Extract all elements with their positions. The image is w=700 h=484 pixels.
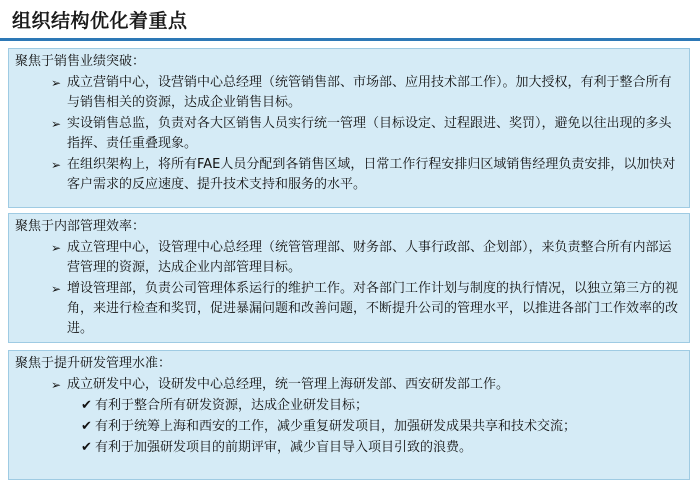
sub-list-item: ✔ 有利于加强研发项目的前期评审，减少盲目导入项目引致的浪费。 — [15, 438, 679, 458]
check-bullet-icon: ✔ — [81, 398, 92, 413]
arrow-bullet-icon: ➢ — [51, 158, 62, 172]
title-divider — [0, 38, 700, 41]
section-heading: 聚焦于提升研发管理水准： — [15, 356, 172, 371]
list-item: ➢ 增设管理部，负责公司管理体系运行的维护工作。对各部门工作计划与制度的执行情况，以独立第三方的视角，来进行检查和奖罚，促进暴漏问题和改善问题，不断提升公司的管理水平，以推进各部门工作效率的改进。 — [51, 281, 679, 336]
section-management — [8, 213, 690, 343]
list-item: ➢ 在组织架构上，将所有FAE人员分配到各销售区域，日常工作行程安排归区域销售经理负责安排，以加快对客户需求的反应速度、提升技术支持和服务的水平。 — [51, 157, 676, 192]
check-bullet-icon: ✔ — [81, 440, 92, 455]
section-heading: 聚焦于销售业绩突破： — [15, 54, 146, 69]
check-bullet-icon: ✔ — [81, 419, 92, 434]
arrow-bullet-icon: ➢ — [51, 241, 62, 255]
list-item: ➢ 成立营销中心，设营销中心总经理（统管销售部、市场部、应用技术部工作）。加大授权，有利于整合所有与销售相关的资源，达成企业销售目标。 — [51, 75, 672, 110]
sub-list-item: ✔ 有利于整合所有研发资源，达成企业研发目标； — [15, 396, 679, 416]
arrow-bullet-icon: ➢ — [51, 378, 62, 392]
sub-list-item: ✔ 有利于统筹上海和西安的工作，减少重复研发项目，加强研发成果共享和技术交流； — [15, 417, 679, 437]
section-sales — [8, 48, 690, 208]
list-item: ➢ 实设销售总监，负责对各大区销售人员实行统一管理（目标设定、过程跟进、奖罚），避免以往出现的多头指挥、责任重叠现象。 — [51, 116, 672, 151]
arrow-bullet-icon: ➢ — [51, 76, 62, 90]
section-rnd — [8, 350, 690, 480]
page-title: 组织结构优化着重点 — [12, 10, 188, 32]
list-item: ➢ 成立管理中心，设管理中心总经理（统管管理部、财务部、人事行政部、企划部），来负责整合所有内部运营管理的资源，达成企业内部管理目标。 — [51, 240, 672, 275]
arrow-bullet-icon: ➢ — [51, 282, 62, 296]
list-item: ➢ 成立研发中心，设研发中心总经理，统一管理上海研发部、西安研发部工作。 — [15, 375, 679, 395]
section-heading: 聚焦于内部管理效率： — [15, 219, 146, 234]
arrow-bullet-icon: ➢ — [51, 117, 62, 131]
